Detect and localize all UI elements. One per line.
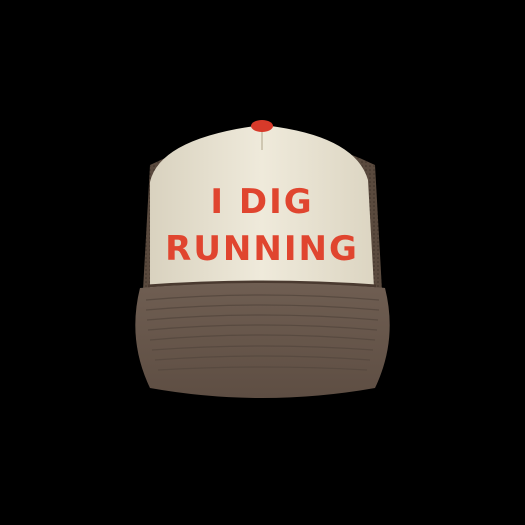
visor bbox=[135, 283, 389, 398]
cap-text-line-1: I DIG bbox=[210, 182, 314, 222]
top-button bbox=[251, 120, 273, 132]
cap-text-line-2: RUNNING bbox=[165, 229, 359, 269]
